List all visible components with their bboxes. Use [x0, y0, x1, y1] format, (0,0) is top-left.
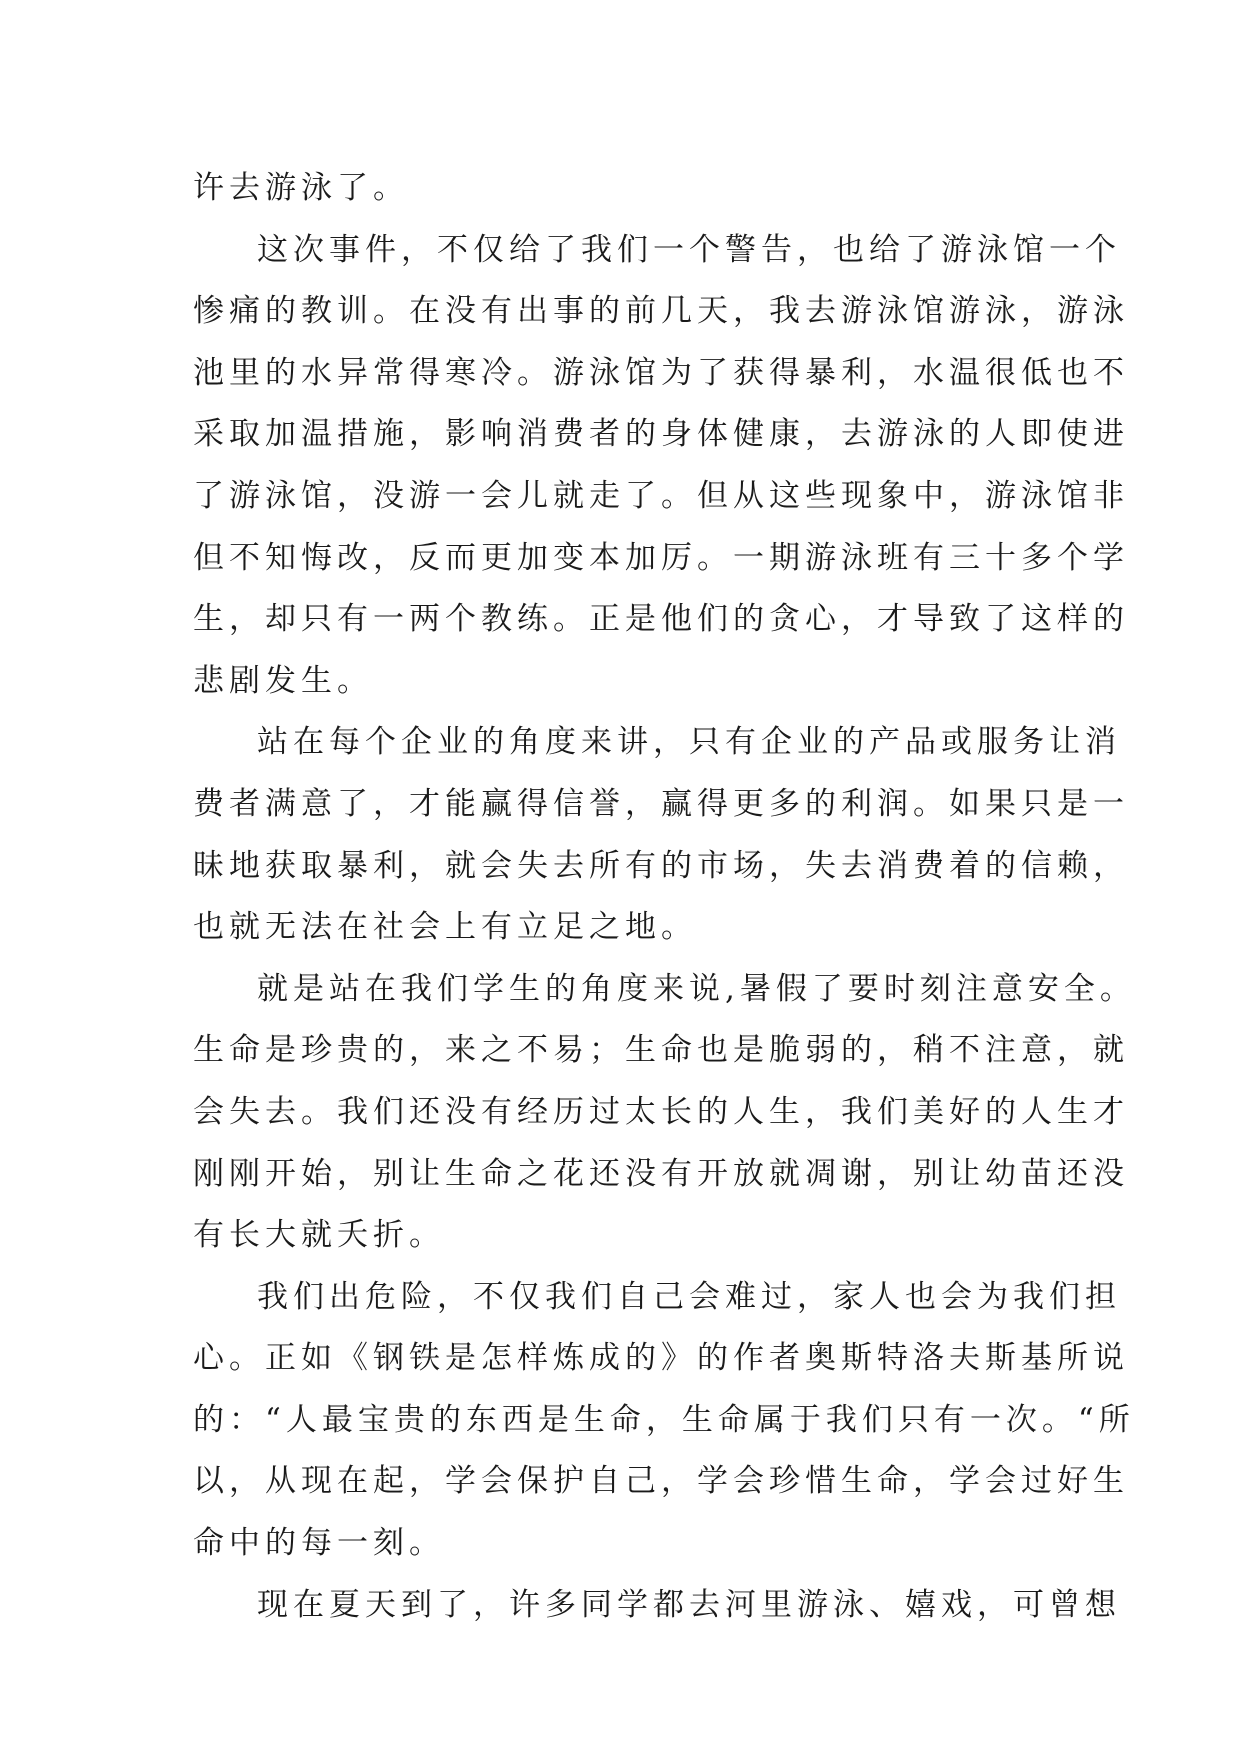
text-line: 池里的水异常得寒冷。游泳馆为了获得暴利，水温很低也不: [193, 354, 1129, 391]
text-line: 的：“人最宝贵的东西是生命，生命属于我们只有一次。“所: [193, 1401, 1135, 1438]
text-line: 许去游泳了。: [193, 170, 409, 206]
text-line: 这次事件，不仅给了我们一个警告，也给了游泳馆一个: [257, 231, 1121, 268]
text-line: 也就无法在社会上有立足之地。: [193, 909, 697, 946]
text-line: 惨痛的教训。在没有出事的前几天，我去游泳馆游泳，游泳: [193, 293, 1129, 330]
text-line: 就是站在我们学生的角度来说,暑假了要时刻注意安全。: [257, 970, 1136, 1007]
text-line: 了游泳馆，没游一会儿就走了。但从这些现象中，游泳馆非: [193, 477, 1129, 514]
text-line: 刚刚开始，别让生命之花还没有开放就凋谢，别让幼苗还没: [193, 1155, 1129, 1192]
text-line: 昧地获取暴利，就会失去所有的市场，失去消费着的信赖，: [193, 847, 1129, 884]
text-line: 站在每个企业的角度来讲，只有企业的产品或服务让消: [257, 724, 1121, 761]
text-line: 心。正如《钢铁是怎样炼成的》的作者奥斯特洛夫斯基所说: [193, 1340, 1129, 1377]
text-line: 采取加温措施，影响消费者的身体健康，去游泳的人即使进: [193, 416, 1129, 453]
text-line: 费者满意了，才能赢得信誉，赢得更多的利润。如果只是一: [193, 785, 1129, 822]
text-line: 生命是珍贵的，来之不易；生命也是脆弱的，稍不注意，就: [193, 1032, 1129, 1069]
text-line: 生，却只有一两个教练。正是他们的贪心，才导致了这样的: [193, 601, 1129, 638]
text-line: 以，从现在起，学会保护自己，学会珍惜生命，学会过好生: [193, 1463, 1129, 1500]
text-line: 命中的每一刻。: [193, 1525, 445, 1562]
text-line: 但不知悔改，反而更加变本加厉。一期游泳班有三十多个学: [193, 539, 1129, 576]
text-line: 我们出危险，不仅我们自己会难过，家人也会为我们担: [257, 1278, 1121, 1315]
text-line: 悲剧发生。: [193, 662, 373, 699]
text-line: 有长大就夭折。: [193, 1217, 445, 1254]
text-line: 会失去。我们还没有经历过太长的人生，我们美好的人生才: [193, 1093, 1129, 1130]
text-line: 现在夏天到了，许多同学都去河里游泳、嬉戏，可曾想: [257, 1586, 1121, 1623]
body-text: [193, 158, 1136, 1636]
